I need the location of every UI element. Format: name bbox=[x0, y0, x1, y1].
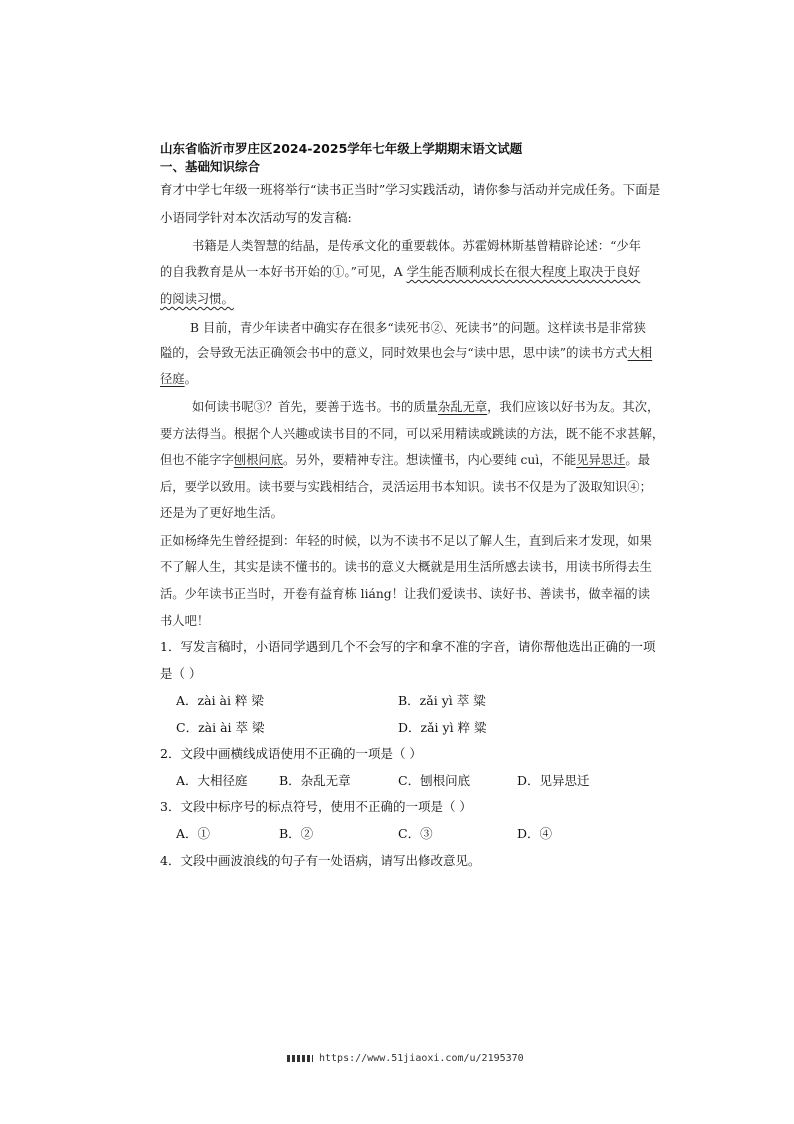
passage-p2-line-1: B 目前，青少年读者中确实存在很多“读死书②、死读书”的问题。这样读书是非常狭 bbox=[190, 321, 646, 335]
question-1-option-a: A．zài ài 粹 梁 bbox=[176, 693, 264, 708]
question-2-option-d: D．见异思迁 bbox=[517, 773, 590, 788]
question-3-option-a: A．① bbox=[176, 826, 211, 841]
passage-p4-line-3: 活。少年读书正当时，开卷有益育栋 liáng！让我们爱读书、读好书、善读书，做幸福的读 bbox=[160, 587, 650, 601]
question-2: 2．文段中画横线成语使用不正确的一项是（ ） bbox=[160, 746, 422, 761]
passage-p3-line-2: 要方法得当。根据个人兴趣或读书目的不同，可以采用精读或跳读的方法，既不能不求甚解， bbox=[160, 427, 665, 441]
passage-p2-line-2 bbox=[160, 343, 652, 361]
section-heading: 一、基础知识综合 bbox=[160, 159, 261, 174]
question-1-option-b: B．zǎi yì 萃 粱 bbox=[398, 693, 486, 708]
question-2-option-a: A．大相径庭 bbox=[176, 773, 248, 788]
underlined-idiom: 见异思迁 bbox=[576, 453, 626, 467]
footer-url: https://www.51jiaoxi.com/u/2195370 bbox=[319, 1053, 524, 1064]
question-4: 4．文段中画波浪线的句子有一处语病，请写出修改意见。 bbox=[160, 853, 481, 868]
underlined-idiom: 杂乱无章 bbox=[437, 400, 488, 414]
passage-p1-line-2 bbox=[160, 262, 640, 280]
question-1-line-2: 是（ ） bbox=[160, 666, 202, 681]
passage-p2-line-3 bbox=[160, 369, 197, 387]
passage-text: 但也不能字字 bbox=[160, 453, 234, 467]
question-3: 3．文段中标序号的标点符号，使用不正确的一项是（ ） bbox=[160, 799, 472, 814]
question-3-option-b: B．② bbox=[279, 826, 314, 841]
passage-p4-line-4: 书人吧！ bbox=[160, 614, 210, 628]
passage-text: 。 bbox=[184, 372, 197, 386]
passage-p4-line-2: 不了解人生，其实是读不懂书的。读书的意义大概就是用生活所感去读书，用读书所得去生 bbox=[160, 560, 652, 574]
passage-text: 如何读书呢③？首先，要善于选书。书的质量 bbox=[192, 400, 438, 414]
question-2-option-c: C．刨根问底 bbox=[398, 773, 471, 788]
passage-p3-line-1 bbox=[192, 397, 659, 415]
underlined-idiom: 刨根问底 bbox=[233, 453, 283, 467]
passage-p1-line-1: 书籍是人类智慧的结晶，是传承文化的重要载体。苏霍姆林斯基曾精辟论述：“少年 bbox=[192, 239, 641, 253]
question-3-option-d: D．④ bbox=[517, 826, 553, 841]
passage-p3-line-3 bbox=[160, 450, 650, 468]
passage-text: 隘的，会导致无法正确领会书中的意义，同时效果也会与“读中思，思中读”的读书方式 bbox=[160, 346, 628, 360]
wavy-sentence: 学生能否顺利成长在很大程度上取决于良好 bbox=[406, 265, 641, 279]
intro-line-2: 小语同学针对本次活动写的发言稿: bbox=[160, 210, 352, 225]
passage-p3-line-4: 后，要学以致用。读书要与实践相结合，灵活运用书本知识。读书不仅是为了汲取知识④； bbox=[160, 480, 652, 494]
site-logo-icon bbox=[287, 1055, 313, 1062]
underlined-idiom: 径庭 bbox=[160, 372, 185, 386]
passage-p4-line-1: 正如杨绛先生曾经提到：年轻的时候，以为不读书不足以了解人生，直到后来才发现，如果 bbox=[160, 534, 652, 548]
passage-p3-line-5: 还是为了更好地生活。 bbox=[160, 506, 283, 520]
question-1-option-d: D．zǎi yì 粹 粱 bbox=[398, 720, 487, 735]
question-1-line-1: 1．写发言稿时，小语同学遇到几个不会写的字和拿不准的字音，请你帮他选出正确的一项 bbox=[160, 639, 656, 654]
underlined-idiom: 大相 bbox=[627, 346, 653, 360]
passage-text: ，我们应该以好书为友。其次， bbox=[487, 400, 660, 414]
intro-line-1: 育才中学七年级一班将举行“读书正当时”学习实践活动，请你参与活动并完成任务。下面是 bbox=[160, 182, 661, 197]
question-3-option-c: C．③ bbox=[398, 826, 433, 841]
question-2-option-b: B．杂乱无章 bbox=[279, 773, 351, 788]
doc-title: 山东省临沂市罗庄区2024-2025学年七年级上学期期末语文试题 bbox=[160, 141, 523, 156]
passage-text: 。最 bbox=[625, 453, 650, 467]
question-1-option-c: C．zài ài 萃 梁 bbox=[176, 720, 265, 735]
passage-p1-line-3 bbox=[160, 289, 234, 307]
passage-text: 。另外，要精神专注。想读懂书，内心要纯 cuì，不能 bbox=[283, 453, 577, 467]
passage-text: 的自我教育是从一本好书开始的①。”可见，A bbox=[160, 265, 407, 279]
wavy-sentence-end: 的阅读习惯。 bbox=[160, 292, 234, 306]
footer-watermark bbox=[287, 1053, 524, 1064]
